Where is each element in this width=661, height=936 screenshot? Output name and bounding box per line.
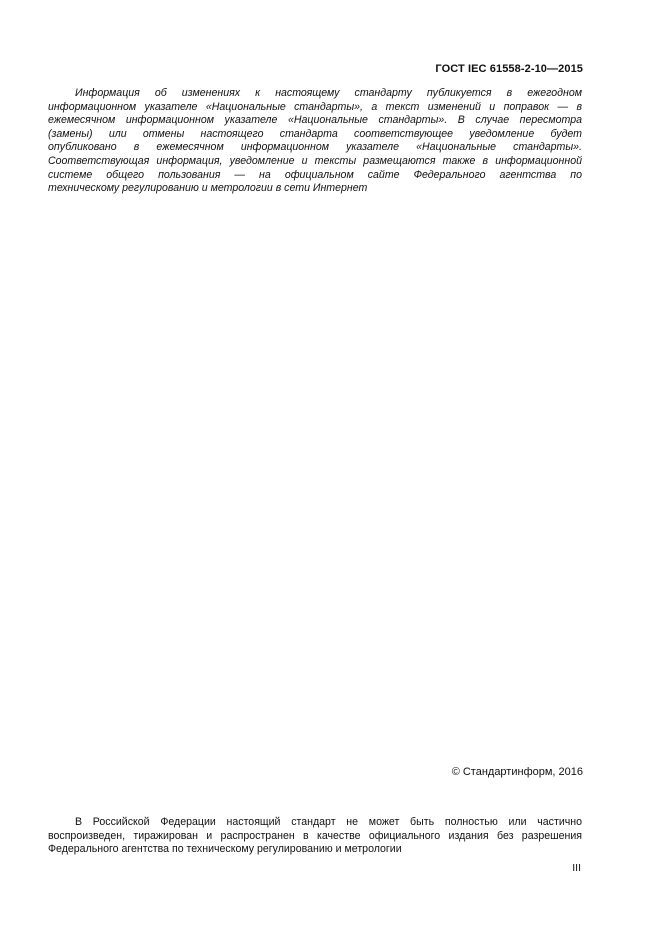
amendments-info-paragraph: [48, 87, 582, 196]
paragraph-line: (замены) или отмены настоящего стандарта соответствующее уведомление будет: [48, 127, 582, 140]
paragraph-line: Соответствующая информация, уведомление и тексты размещаются также в информационной: [48, 154, 582, 167]
paragraph-line: воспроизведен, тиражирован и распространен в качестве официального издания без разрешения: [48, 829, 582, 842]
reproduction-restriction-paragraph: [48, 816, 582, 857]
page-number: III: [572, 862, 581, 874]
document-code: ГОСТ IEC 61558-2-10—2015: [435, 63, 583, 75]
paragraph-line: техническому регулированию и метрологии в сети Интернет: [48, 182, 368, 195]
paragraph-line: Федерального агентства по техническому регулированию и метрологии: [48, 843, 402, 856]
paragraph-line: ежемесячном информационном указателе «Национальные стандарты». В случае пересмотра: [48, 114, 582, 127]
paragraph-line: опубликовано в ежемесячном информационном указателе «Национальные стандарты».: [48, 141, 582, 154]
paragraph-line: В Российской Федерации настоящий стандарт не может быть полностью или частично: [75, 816, 582, 828]
paragraph-line: системе общего пользования — на официальном сайте Федерального агентства по: [48, 168, 582, 181]
copyright-notice: © Стандартинформ, 2016: [451, 766, 583, 778]
paragraph-line: информационном указателе «Национальные стандарты», а текст изменений и поправок — в: [48, 100, 582, 113]
paragraph-line: Информация об изменениях к настоящему стандарту публикуется в ежегодном: [75, 87, 582, 99]
